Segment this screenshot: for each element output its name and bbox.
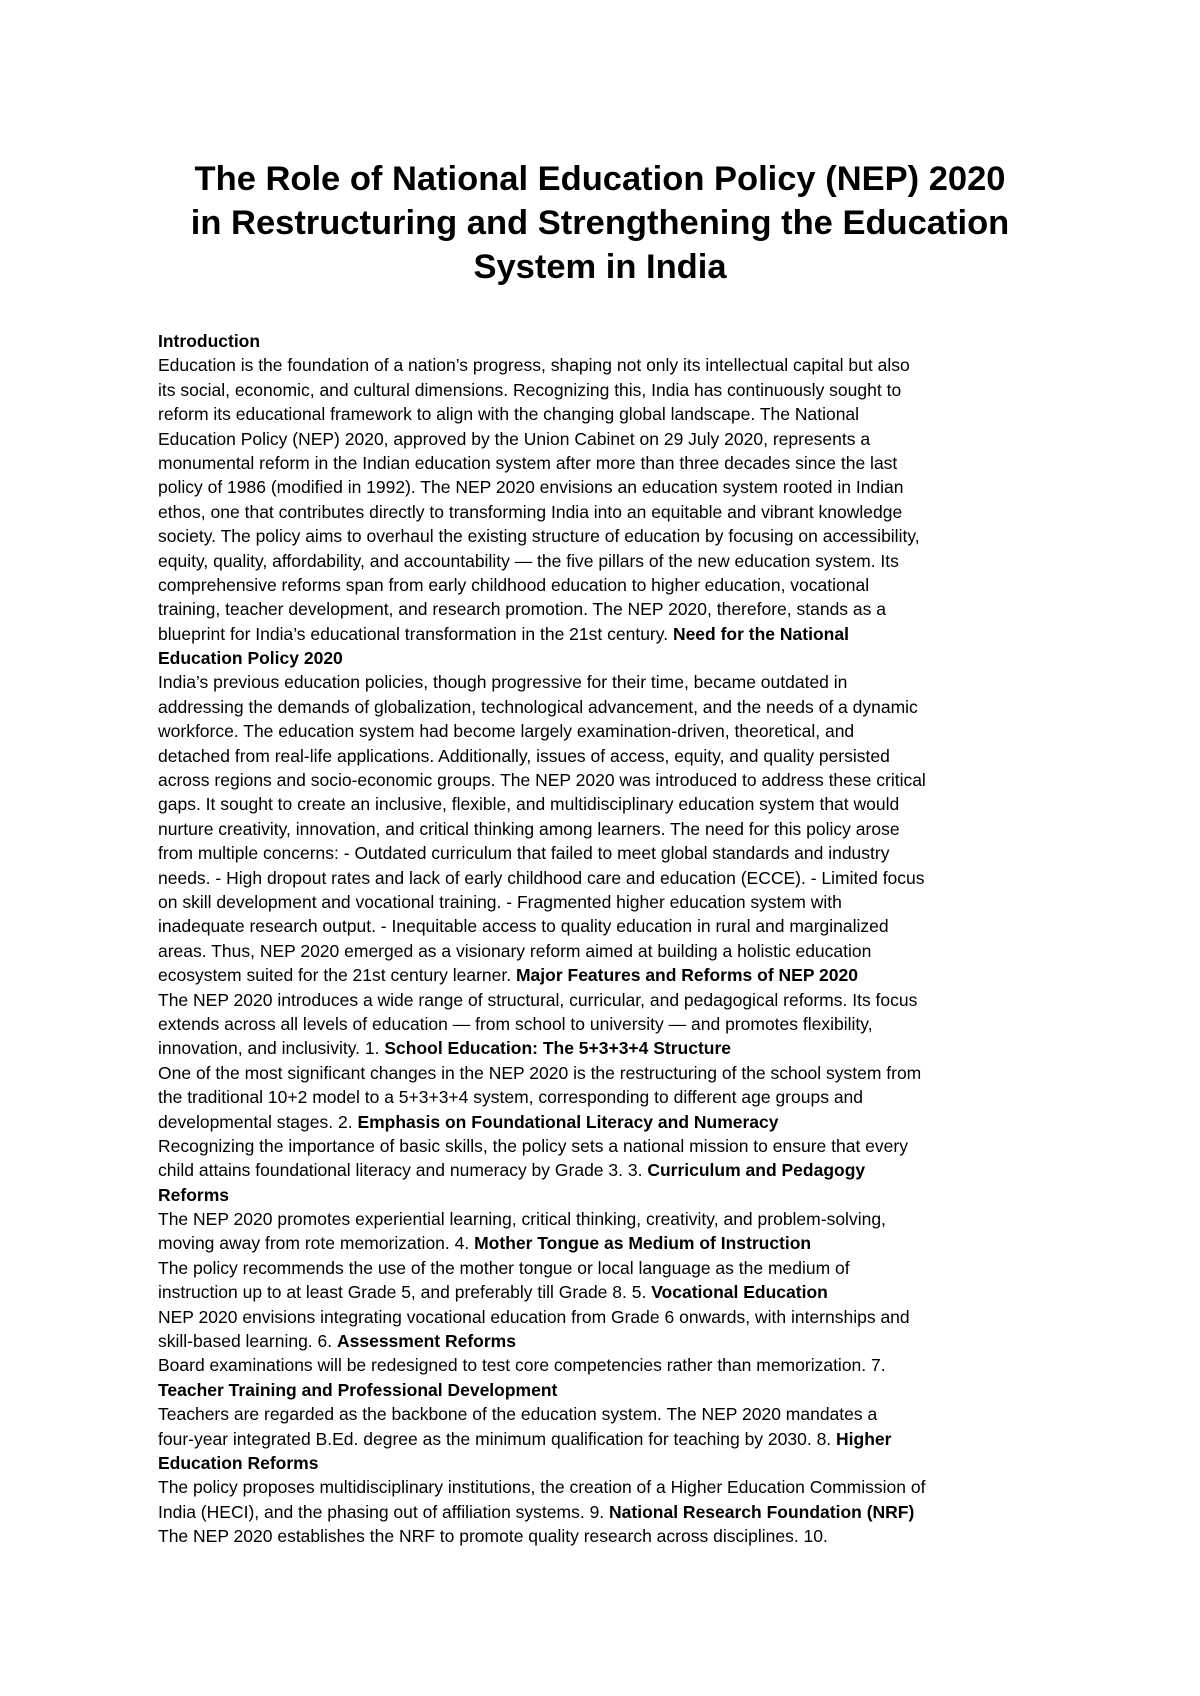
body-text: The policy recommends the use of the mother tongue or local language as the medium of — [158, 1257, 850, 1278]
body-text: detached from real-life applications. Additionally, issues of access, equity, and quality persisted — [158, 745, 890, 766]
body-text: skill-based learning. 6. — [158, 1331, 337, 1352]
section-heading: Education Reforms — [158, 1452, 319, 1473]
body-text: India’s previous education policies, though progressive for their time, became outdated in — [158, 672, 848, 693]
text-line — [158, 500, 1058, 524]
body-text: inadequate research output. - Inequitable access to quality education in rural and marginalized — [158, 916, 889, 937]
section-heading: Higher — [836, 1428, 892, 1449]
body-text: workforce. The education system had become largely examination-driven, theoretical, and — [158, 721, 855, 742]
body-text: instruction up to at least Grade 5, and preferably till Grade 8. 5. — [158, 1282, 652, 1303]
text-line — [158, 549, 1058, 573]
text-line — [158, 744, 1058, 768]
text-line — [158, 866, 1058, 890]
text-line — [158, 1061, 1058, 1085]
section-heading: Emphasis on Foundational Literacy and Numeracy — [357, 1111, 779, 1132]
body-text: Teachers are regarded as the backbone of the education system. The NEP 2020 mandates a — [158, 1404, 878, 1425]
document-body — [158, 329, 1058, 1549]
text-line — [158, 1402, 1058, 1426]
text-line — [158, 1134, 1058, 1158]
text-line — [158, 792, 1058, 816]
text-line — [158, 1427, 1058, 1451]
body-text: across regions and socio-economic groups. The NEP 2020 was introduced to address these critical — [158, 770, 926, 791]
text-line — [158, 963, 1058, 987]
body-text: ethos, one that contributes directly to transforming India into an equitable and vibrant knowledge — [158, 501, 903, 522]
section-heading: Education Policy 2020 — [158, 648, 343, 669]
title-line: System in India — [473, 248, 727, 286]
text-line — [158, 1207, 1058, 1231]
text-line — [158, 1524, 1058, 1548]
text-line — [158, 402, 1058, 426]
body-text: extends across all levels of education — from school to university — and promotes flexibility, — [158, 1013, 873, 1034]
body-text: developmental stages. 2. — [158, 1111, 358, 1132]
text-line — [158, 1183, 1058, 1207]
text-line — [158, 427, 1058, 451]
body-text: Recognizing the importance of basic skills, the policy sets a national mission to ensure that every — [158, 1135, 908, 1156]
title-line: in Restructuring and Strengthening the Education — [190, 204, 1010, 242]
section-heading: Mother Tongue as Medium of Instruction — [474, 1233, 812, 1254]
text-line — [158, 1110, 1058, 1134]
body-text: gaps. It sought to create an inclusive, flexible, and multidisciplinary education system that would — [158, 794, 900, 815]
text-line — [158, 1012, 1058, 1036]
body-text: The NEP 2020 introduces a wide range of structural, curricular, and pedagogical reforms. Its focus — [158, 989, 918, 1010]
text-line — [158, 524, 1058, 548]
body-text: NEP 2020 envisions integrating vocational education from Grade 6 onwards, with internships and — [158, 1306, 910, 1327]
text-line — [158, 1256, 1058, 1280]
body-text: The NEP 2020 establishes the NRF to promote quality research across disciplines. 10. — [158, 1526, 828, 1547]
section-heading: Reforms — [158, 1184, 229, 1205]
text-line — [158, 1280, 1058, 1304]
body-text: equity, quality, affordability, and accountability — the five pillars of the new education system. Its — [158, 550, 899, 571]
body-text: ecosystem suited for the 21st century learner. — [158, 965, 516, 986]
section-heading: Assessment Reforms — [336, 1331, 516, 1352]
body-text: on skill development and vocational training. - Fragmented higher education system with — [158, 891, 842, 912]
body-text: moving away from rote memorization. 4. — [158, 1233, 475, 1254]
body-text: reform its educational framework to align with the changing global landscape. The National — [158, 404, 860, 425]
text-line — [158, 768, 1058, 792]
body-text: its social, economic, and cultural dimensions. Recognizing this, India has continuously sought to — [158, 379, 902, 400]
text-line — [158, 1475, 1058, 1499]
body-text: policy of 1986 (modified in 1992). The NEP 2020 envisions an education system rooted in Indian — [158, 477, 904, 498]
section-heading: National Research Foundation (NRF) — [609, 1501, 915, 1522]
text-line — [158, 1378, 1058, 1402]
text-line — [158, 988, 1058, 1012]
section-heading: Vocational Education — [651, 1282, 828, 1303]
text-line — [158, 1158, 1058, 1182]
body-text: India (HECI), and the phasing out of affiliation systems. 9. — [158, 1501, 610, 1522]
text-line — [158, 646, 1058, 670]
body-text: training, teacher development, and research promotion. The NEP 2020, therefore, stands as a — [158, 599, 886, 620]
body-text: One of the most significant changes in the NEP 2020 is the restructuring of the school system from — [158, 1062, 922, 1083]
body-text: nurture creativity, innovation, and critical thinking among learners. The need for this policy arose — [158, 818, 900, 839]
text-line — [158, 1036, 1058, 1060]
text-line — [158, 817, 1058, 841]
section-heading: Need for the National — [672, 623, 849, 644]
text-line — [158, 914, 1058, 938]
text-line — [158, 597, 1058, 621]
body-text: The NEP 2020 promotes experiential learning, critical thinking, creativity, and problem-solving, — [158, 1209, 886, 1230]
body-text: child attains foundational literacy and numeracy by Grade 3. 3. — [158, 1160, 648, 1181]
text-line — [158, 475, 1058, 499]
title-line: The Role of National Education Policy (NEP) 2020 — [194, 160, 1006, 198]
body-text: monumental reform in the Indian education system after more than three decades since the last — [158, 452, 898, 473]
text-line — [158, 1500, 1058, 1524]
body-text: society. The policy aims to overhaul the existing structure of education by focusing on accessibility, — [158, 526, 920, 547]
text-line — [158, 573, 1058, 597]
text-line — [158, 451, 1058, 475]
body-text: Education is the foundation of a nation’s progress, shaping not only its intellectual capital but also — [158, 355, 910, 376]
text-line — [158, 1329, 1058, 1353]
section-heading: Major Features and Reforms of NEP 2020 — [515, 965, 858, 986]
body-text: blueprint for India’s educational transformation in the 21st century. — [158, 623, 673, 644]
text-line — [158, 378, 1058, 402]
text-line — [158, 1231, 1058, 1255]
text-line — [158, 841, 1058, 865]
text-line — [158, 353, 1058, 377]
section-heading: Introduction — [158, 331, 261, 351]
section-heading: Curriculum and Pedagogy — [647, 1160, 866, 1181]
text-line — [158, 1085, 1058, 1109]
body-text: Education Policy (NEP) 2020, approved by the Union Cabinet on 29 July 2020, represents a — [158, 428, 871, 449]
document-title — [150, 157, 1050, 289]
body-text: The policy proposes multidisciplinary institutions, the creation of a Higher Education Commission of — [158, 1477, 926, 1498]
text-line — [158, 939, 1058, 963]
body-text: comprehensive reforms span from early childhood education to higher education, vocational — [158, 574, 870, 595]
body-text: from multiple concerns: - Outdated curriculum that failed to meet global standards and industry — [158, 843, 890, 864]
text-line — [158, 890, 1058, 914]
body-text: Board examinations will be redesigned to test core competencies rather than memorization. 7. — [158, 1355, 886, 1376]
text-line — [158, 1305, 1058, 1329]
body-text: needs. - High dropout rates and lack of early childhood care and education (ECCE). - Limited focus — [158, 867, 925, 888]
text-line — [158, 670, 1058, 694]
section-heading: School Education: The 5+3+3+4 Structure — [384, 1038, 732, 1059]
text-line — [158, 329, 1058, 353]
body-text: four-year integrated B.Ed. degree as the minimum qualification for teaching by 2030. 8. — [158, 1428, 837, 1449]
body-text: innovation, and inclusivity. 1. — [158, 1038, 385, 1059]
text-line — [158, 1353, 1058, 1377]
text-line — [158, 1451, 1058, 1475]
text-line — [158, 719, 1058, 743]
section-heading: Teacher Training and Professional Development — [158, 1379, 558, 1400]
body-text: the traditional 10+2 model to a 5+3+3+4 system, corresponding to different age groups and — [158, 1087, 864, 1108]
body-text: addressing the demands of globalization, technological advancement, and the needs of a dynamic — [158, 696, 918, 717]
text-line — [158, 622, 1058, 646]
body-text: areas. Thus, NEP 2020 emerged as a visionary reform aimed at building a holistic education — [158, 940, 872, 961]
text-line — [158, 695, 1058, 719]
